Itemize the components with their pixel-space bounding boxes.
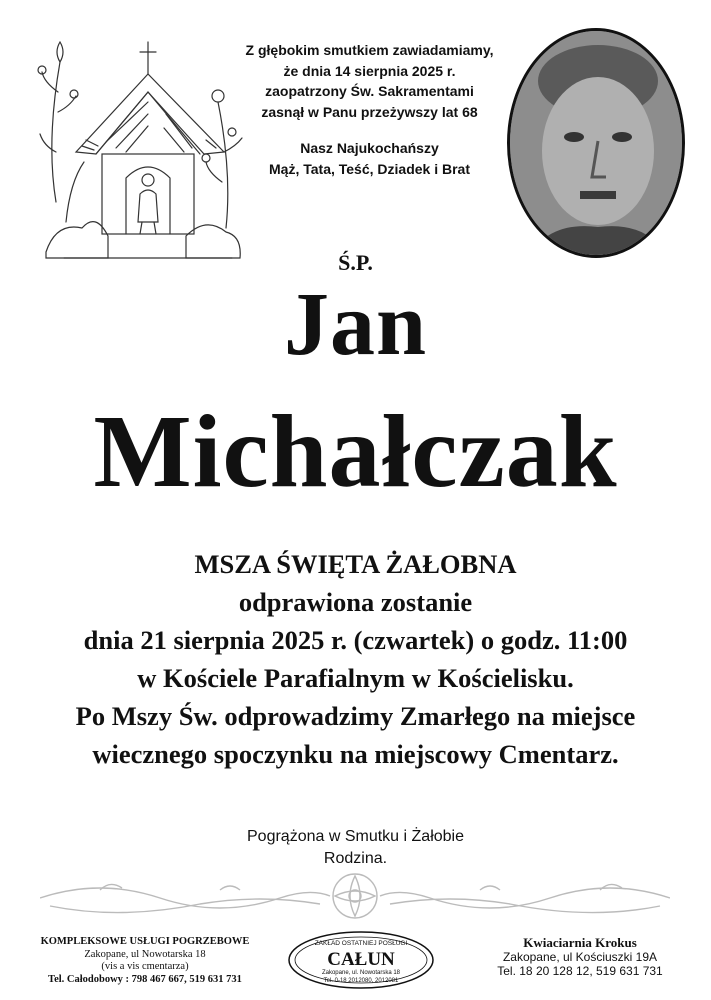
floral-ornament	[40, 868, 670, 924]
logo-address: Zakopane, ul. Nowotarska 18	[321, 970, 401, 976]
intro-line: Nasz Najukochańszy	[300, 140, 439, 156]
family-line: Rodzina.	[323, 850, 388, 867]
chapel-illustration	[36, 22, 246, 267]
services-title: KOMPLEKSOWE USŁUGI POGRZEBOWE	[40, 936, 250, 947]
deceased-first-name: Jan	[283, 275, 428, 374]
services-phone: Tel. Całodobowy : 798 467 667, 519 631 731	[48, 973, 242, 985]
florist-phone: Tel. 18 20 128 12, 519 631 731	[497, 964, 663, 978]
mass-line: odprawiona zostanie	[238, 587, 473, 617]
mass-heading: MSZA ŚWIĘTA ŻAŁOBNA	[194, 549, 517, 579]
family-line: Pogrążona w Smutku i Żałobie	[247, 828, 464, 845]
intro-line: Mąż, Tata, Teść, Dziadek i Brat	[269, 160, 470, 177]
logo-name: CAŁUN	[327, 949, 395, 970]
intro-line: że dnia 14 sierpnia 2025 r.	[283, 62, 456, 79]
mass-info	[20, 545, 691, 773]
intro-line: zaopatrzony Św. Sakramentami	[265, 83, 474, 99]
intro-line: Z głębokim smutkiem zawiadamiamy,	[245, 42, 494, 58]
mass-line: dnia 21 sierpnia 2025 r. (czwartek) o godz. 11:00	[83, 625, 628, 655]
funeral-services-info	[14, 936, 276, 986]
portrait-photo	[507, 28, 685, 258]
services-address: Zakopane, ul Nowotarska 18	[84, 948, 206, 960]
florist-address: Zakopane, ul Kościuszki 19A	[502, 950, 658, 964]
florist-info	[455, 936, 705, 978]
services-note: (vis a vis cmentarza)	[101, 961, 189, 972]
intro-line: zasnął w Panu przeżywszy lat 68	[261, 103, 478, 120]
deceased-prefix: Ś.P.	[338, 250, 373, 275]
logo-top-text: ZAKŁAD OSTATNIEJ POSŁUGI	[314, 940, 408, 947]
deceased-last-name: Michałczak	[93, 394, 618, 509]
mass-line: wiecznego spoczynku na miejscowy Cmentarz.	[92, 739, 619, 769]
mass-line: Po Mszy Św. odprowadzimy Zmarłego na miejsce	[75, 701, 636, 731]
family-signature	[0, 826, 711, 870]
logo-phone: Tel. 0-18 2012080, 2012081	[323, 978, 399, 984]
mass-line: w Kościele Parafialnym w Kościelisku.	[137, 663, 574, 693]
intro-text	[232, 40, 507, 179]
florist-name: Kwiaciarnia Krokus	[523, 935, 637, 950]
calun-logo	[287, 930, 435, 990]
